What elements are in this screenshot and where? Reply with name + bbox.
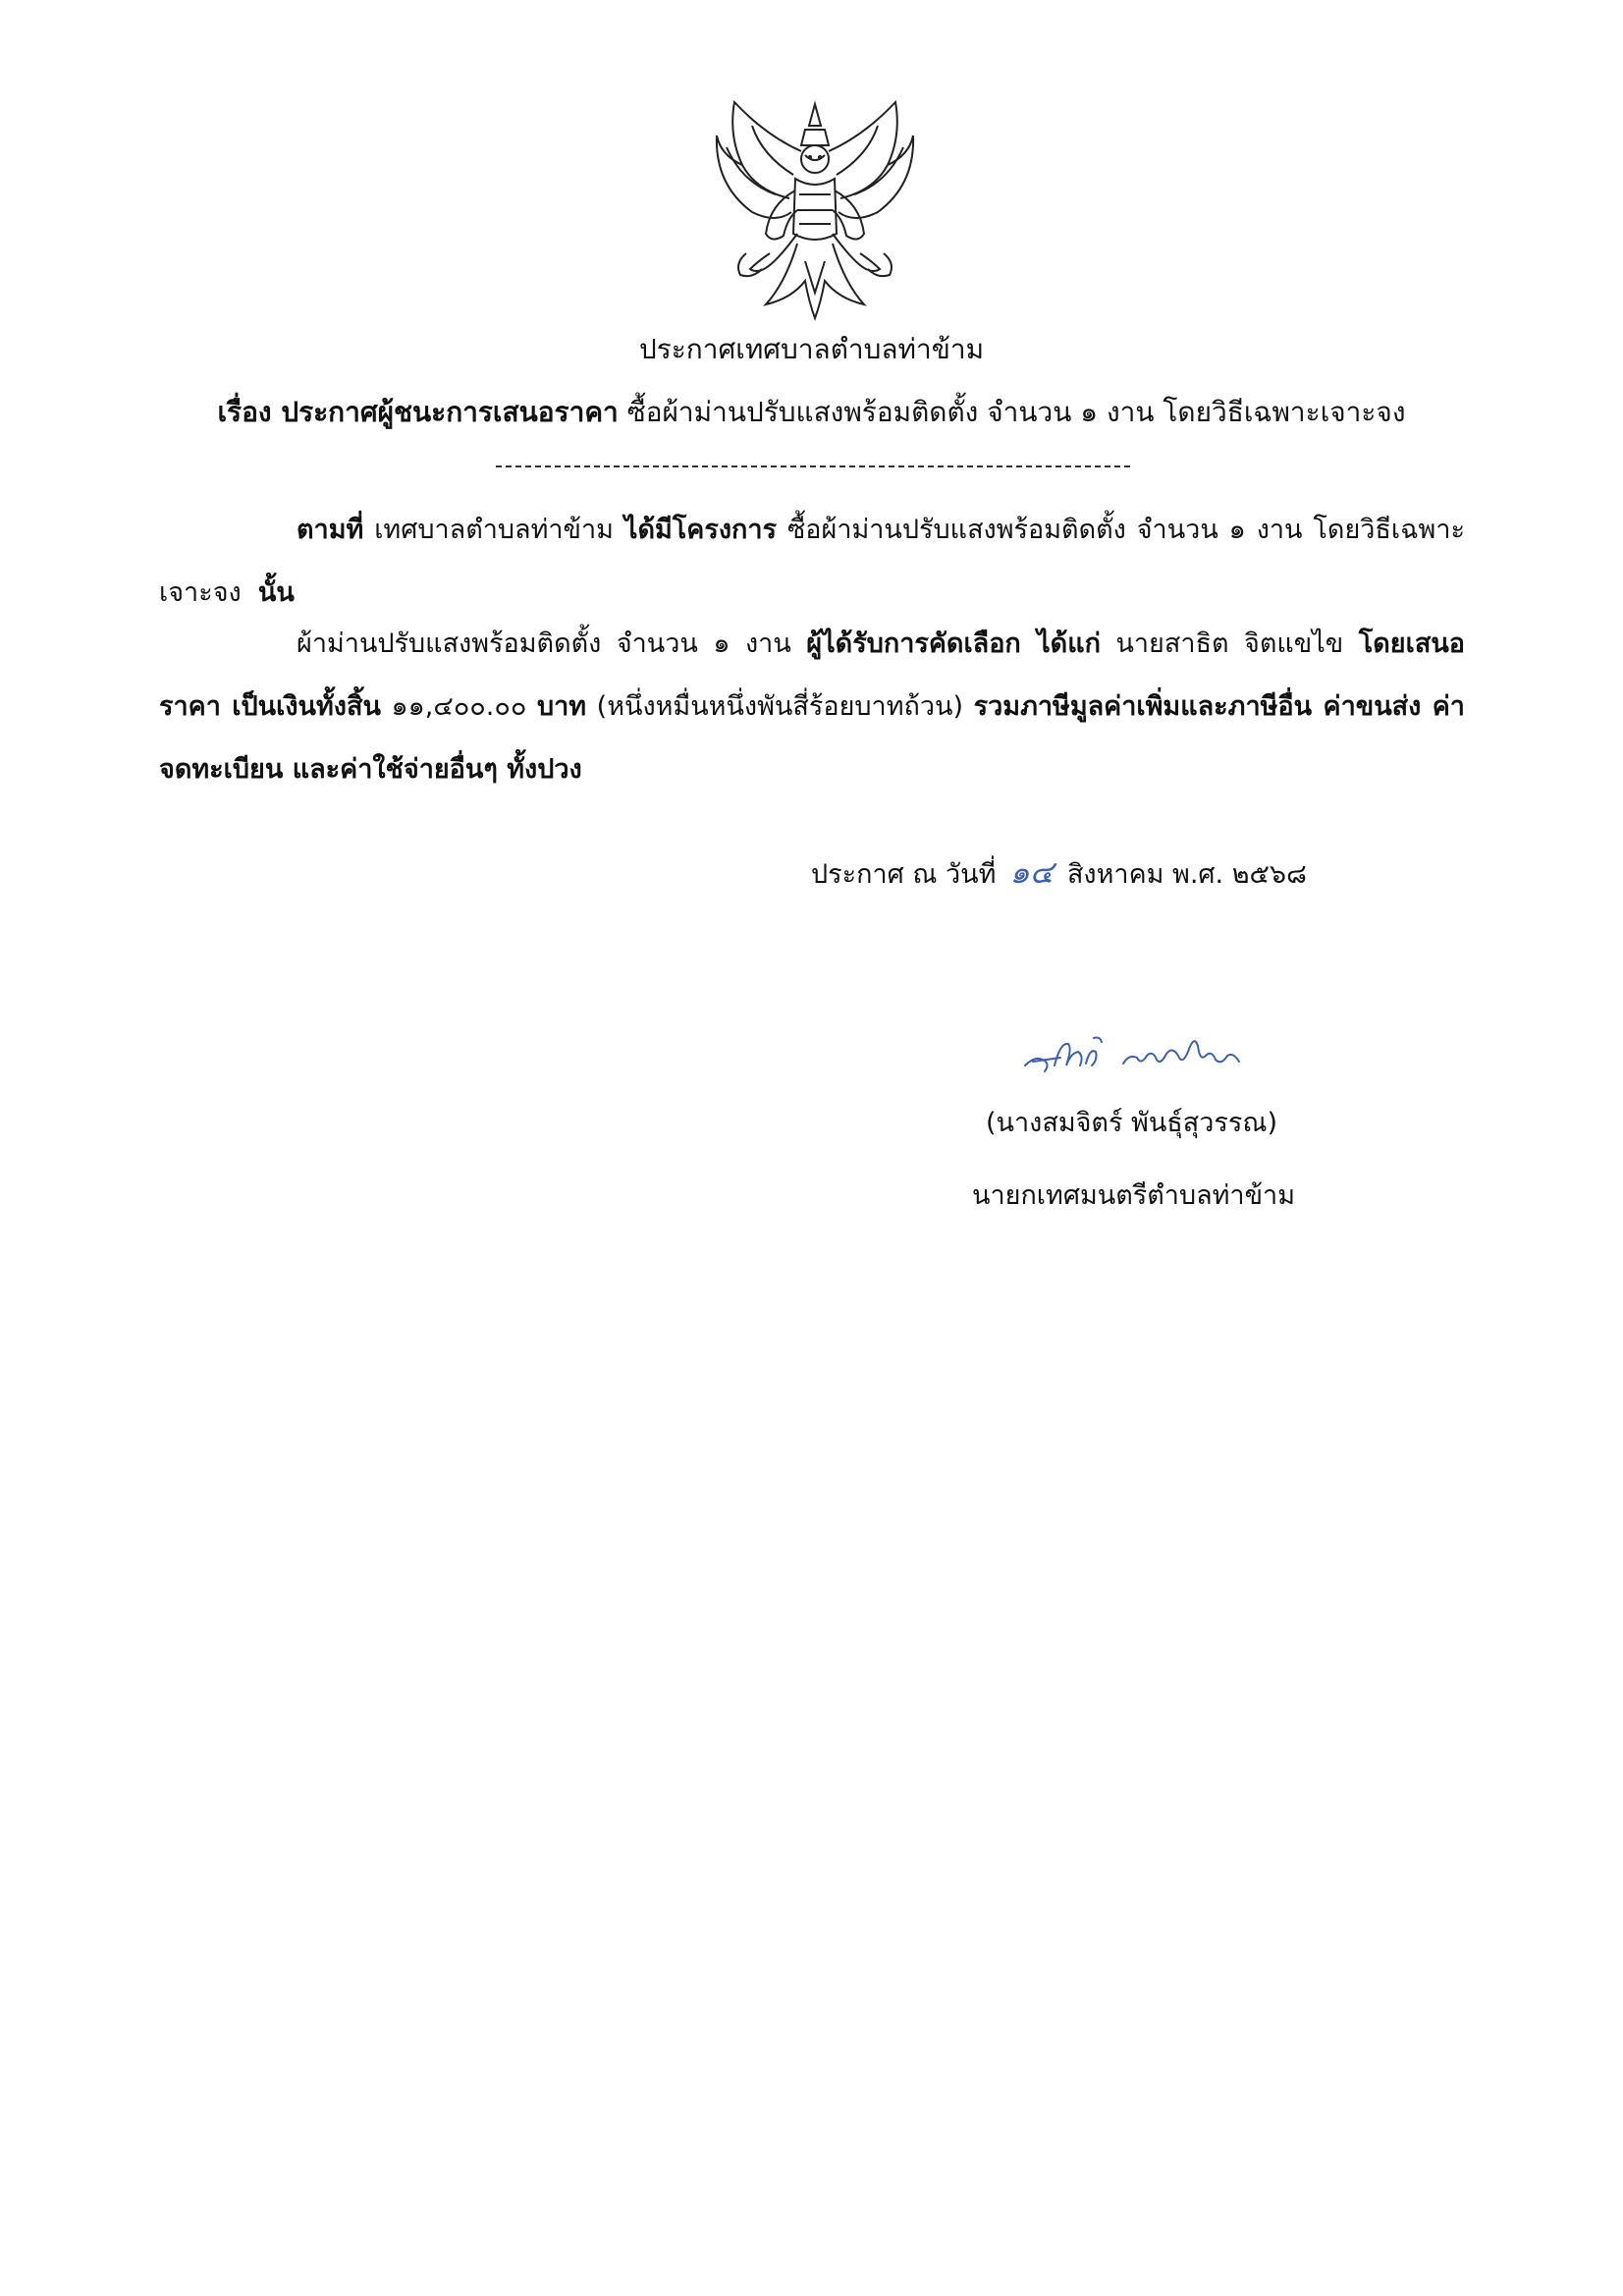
date-month-year: สิงหาคม พ.ศ. ๒๕๖๘ xyxy=(1066,859,1307,890)
p1-end: นั้น xyxy=(257,577,295,608)
p2-amount: ๑๑,๔๐๐.๐๐ xyxy=(391,691,527,722)
p1-lead: ตามที่ xyxy=(297,515,364,545)
p1-agency: เทศบาลตำบลท่าข้าม xyxy=(374,515,614,545)
paragraph-intro xyxy=(159,499,1465,625)
p2-selected-label: ผู้ได้รับการคัดเลือก ได้แก่ xyxy=(806,629,1101,659)
subject-text: ซื้อผ้าม่านปรับแสงพร้อมติดตั้ง จำนวน ๑ งาน โดยวิธีเฉพาะเจาะจง xyxy=(626,396,1406,428)
signature-icon xyxy=(1021,1026,1257,1085)
p2-currency: บาท xyxy=(536,691,587,722)
p2-inclusions: รวมภาษีมูลค่าเพิ่มและภาษีอื่น ค่าขนส่ง ค่าจดทะเบียน และค่าใช้จ่ายอื่นๆ ทั้งปวง xyxy=(159,691,1465,785)
subject-label: เรื่อง ประกาศผู้ชนะการเสนอราคา xyxy=(217,396,619,428)
separator-line xyxy=(496,465,1130,467)
date-day: ๑๔ xyxy=(1009,853,1054,891)
garuda-emblem-icon xyxy=(707,96,923,324)
p2-winner-name: นายสาธิต จิตแขไข xyxy=(1115,629,1344,659)
document-subject xyxy=(0,393,1623,432)
p2-item: ผ้าม่านปรับแสงพร้อมติดตั้ง จำนวน ๑ งาน xyxy=(297,629,791,659)
p1-has-project: ได้มีโครงการ xyxy=(623,515,778,545)
document-title: ประกาศเทศบาลตำบลท่าข้าม xyxy=(638,333,985,365)
p2-offer-label: โดยเสนอราคา เป็นเงินทั้งสิ้น xyxy=(159,629,1465,722)
announcement-date xyxy=(811,852,1307,895)
signatory-position: นายกเทศมนตรีตำบลท่าข้าม xyxy=(972,1180,1295,1211)
p1-project: ซื้อผ้าม่านปรับแสงพร้อมติดตั้ง จำนวน ๑ งาน โดยวิธีเฉพาะเจาะจง xyxy=(159,515,1465,608)
paragraph-winner xyxy=(159,613,1465,801)
date-prefix: ประกาศ ณ วันที่ xyxy=(811,859,997,890)
p2-amount-words: (หนึ่งหมื่นหนึ่งพันสี่ร้อยบาทถ้วน) xyxy=(596,691,963,722)
signatory-name: (นางสมจิตร์ พันธุ์สุวรรณ) xyxy=(986,1108,1278,1138)
